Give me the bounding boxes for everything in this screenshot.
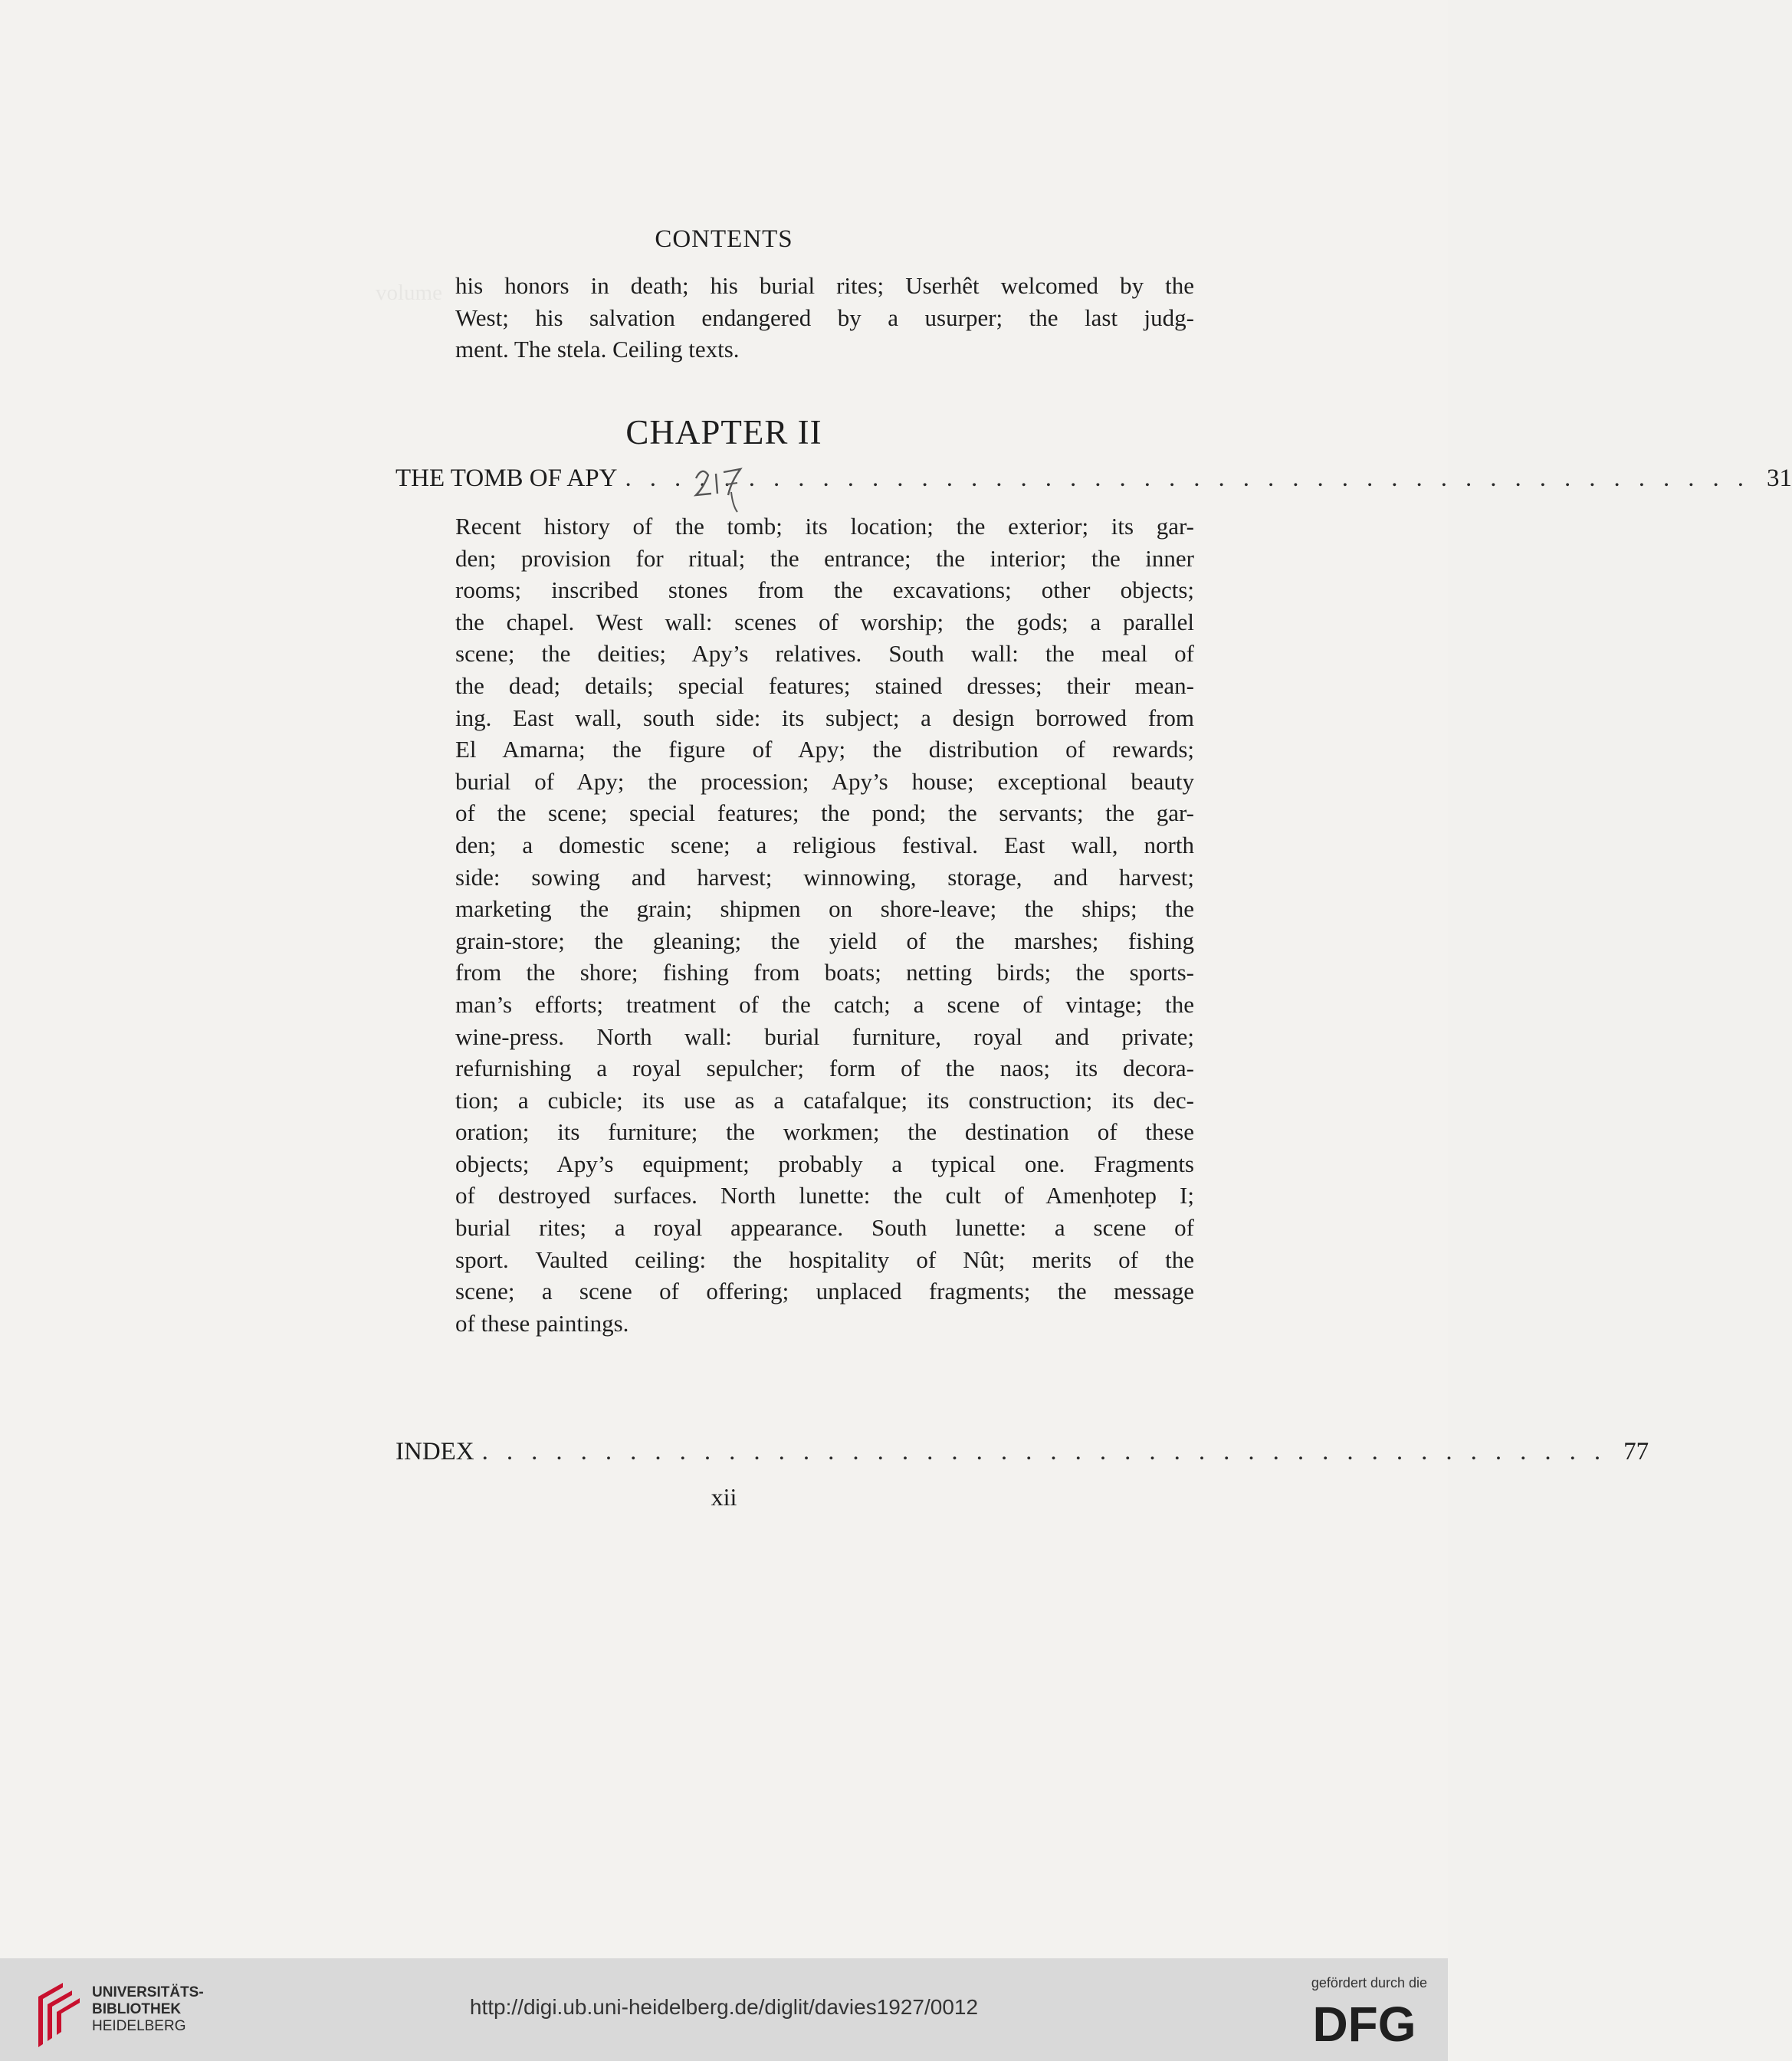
library-name-line: BIBLIOTHEK [92, 2001, 182, 2017]
folio-page-number: xii [711, 1483, 737, 1511]
toc-entry-label: THE TOMB OF APY [395, 464, 618, 492]
text-line: burial of Apy; the procession; Apy’s house; exceptional beauty [455, 767, 1194, 795]
intro-paragraph [455, 270, 1194, 366]
text-line: West; his salvation endangered by a usurper; the last judg- [455, 304, 1194, 331]
toc-entry-label: INDEX [395, 1438, 474, 1465]
running-head: CONTENTS [655, 225, 793, 253]
chapter-summary [455, 510, 1194, 1339]
text-line: den; a domestic scene; a religious festival. East wall, north [455, 831, 1194, 858]
toc-page-number: 77 [1623, 1438, 1649, 1465]
text-line: man’s efforts; treatment of the catch; a scene of vintage; the [455, 990, 1194, 1018]
text-line: burial rites; a royal appearance. South lunette: a scene of [455, 1214, 1194, 1242]
text-line: wine-press. North wall: burial furniture, royal and private; [455, 1022, 1194, 1050]
text-line: oration; its furniture; the workmen; the destination of these [455, 1118, 1194, 1146]
library-name-line: UNIVERSITÄTS- [92, 1984, 204, 2000]
text-line: grain-store; the gleaning; the yield of the marshes; fishing [455, 927, 1194, 954]
toc-entry-index[interactable] [395, 1438, 1649, 1472]
text-line: of destroyed surfaces. North lunette: the cult of Amenḥotep I; [455, 1182, 1194, 1209]
dfg-logo-text: DFG [1312, 1997, 1416, 2052]
library-name-line: HEIDELBERG [92, 2018, 186, 2034]
text-line: his honors in death; his burial rites; Userhêt welcomed by the [455, 272, 1194, 299]
text-line: marketing the grain; shipmen on shore-leave; the ships; the [455, 895, 1194, 923]
text-line: ing. East wall, south side: its subject; a design borrowed from [455, 704, 1194, 731]
toc-page-number: 31 [1766, 464, 1792, 492]
text-line: sport. Vaulted ceiling: the hospitality of Nût; merits of the [455, 1245, 1194, 1273]
dot-leader: .............................................. [481, 1438, 1620, 1465]
text-line: objects; Apy’s equipment; probably a typical one. Fragments [455, 1150, 1194, 1177]
text-line: the chapel. West wall: scenes of worship; the gods; a parallel [455, 608, 1194, 635]
text-line: of the scene; special features; the pond; the servants; the gar- [455, 799, 1194, 827]
sponsor-caption: gefördert durch die [1311, 1975, 1427, 1990]
text-line: scene; the deities; Apy’s relatives. South wall: the meal of [455, 640, 1194, 668]
text-line: tion; a cubicle; its use as a catafalque; its construction; its dec- [455, 1086, 1194, 1114]
text-line: El Amarna; the figure of Apy; the distribution of rewards; [455, 736, 1194, 763]
text-line: from the shore; fishing from boats; netting birds; the sports- [455, 959, 1194, 986]
toc-entry-apy[interactable] [395, 464, 1792, 498]
dfg-logo-icon[interactable] [1298, 1997, 1430, 2052]
chapter-heading: CHAPTER II [625, 413, 822, 451]
permalink-url[interactable]: http://digi.ub.uni-heidelberg.de/diglit/davies1927/0012 [469, 1995, 979, 2019]
text-line: of these paintings. [455, 1309, 629, 1337]
text-line: scene; a scene of offering; unplaced fragments; the message [455, 1278, 1194, 1305]
text-line: the dead; details; special features; stained dresses; their mean- [455, 671, 1194, 699]
digitization-footer [0, 1958, 1448, 2061]
text-line: ment. The stela. Ceiling texts. [455, 336, 740, 363]
text-line: rooms; inscribed stones from the excavations; other objects; [455, 576, 1194, 604]
text-line: side: sowing and harvest; winnowing, storage, and harvest; [455, 863, 1194, 891]
dot-leader: .............................................. [625, 464, 1762, 492]
text-line: den; provision for ritual; the entrance; the interior; the inner [455, 544, 1194, 572]
show-through-text: volume [376, 281, 442, 305]
handwritten-annotation [691, 461, 753, 515]
text-line: Recent history of the tomb; its location; the exterior; its gar- [455, 513, 1194, 540]
text-line: refurnishing a royal sepulcher; form of the naos; its decora- [455, 1055, 1194, 1082]
